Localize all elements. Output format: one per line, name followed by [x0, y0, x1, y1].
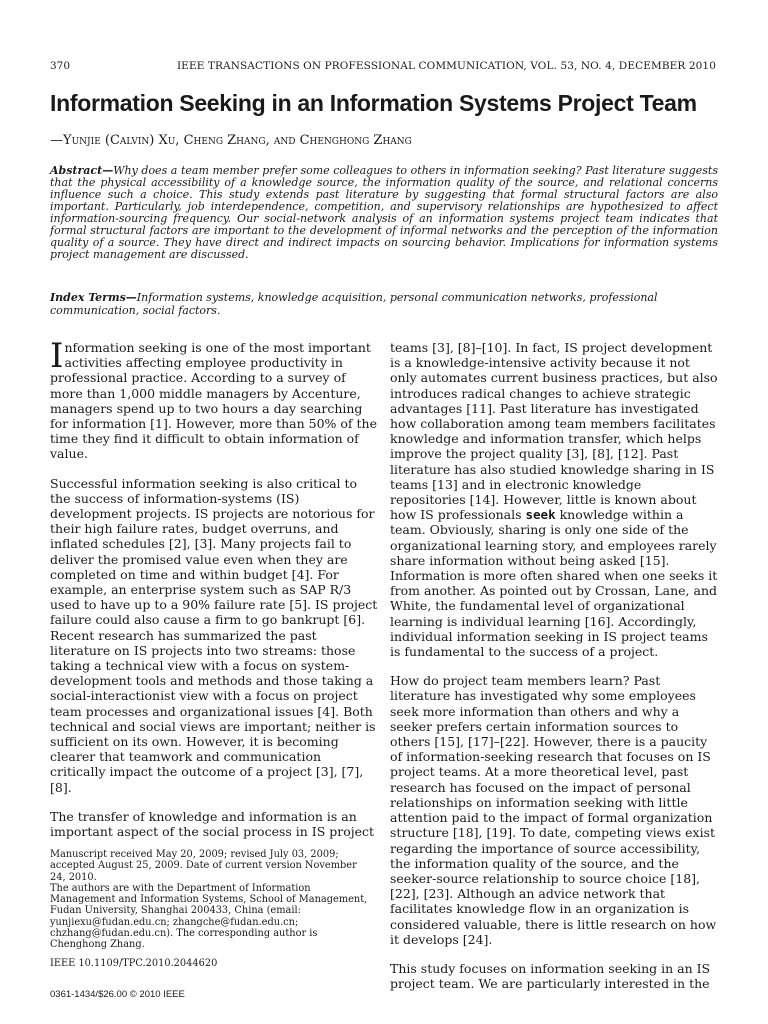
right-column	[390, 340, 720, 1005]
index-terms-text: Information systems, knowledge acquisition, personal communication networks, professional communication, social factors.	[50, 291, 658, 317]
drop-cap: I	[50, 336, 64, 376]
abstract	[50, 165, 718, 261]
left-paragraph-3: The transfer of knowledge and information is an important aspect of the social process in IS project	[50, 808, 375, 840]
left-paragraph-1-text: nformation seeking is one of the most important activities affecting employee productivity in professional practice. According to a survey of more than 1,000 middle managers by Accenture, managers spend up to two hours a day searching for information [1]. However, more than 50% of the time they find it difficult to obtain information of value.	[50, 340, 377, 462]
paper-title: Information Seeking in an Information Systems Project Team	[50, 90, 697, 116]
right-paragraph-1-start: teams [3], [8]–[10]. In fact, IS project development is a knowledge-intensive activity because it not only automates current business practices, but also introduces radical changes to achieve strategic advantages [11]. Past literature has investigated how collaboration among team members facilitates knowledge and information transfer, which helps improve the project quality [3], [8], [12]. Past literature has also studied knowledge sharing in IS teams [13] and in electronic knowledge repositories [14]. However, little is known about how IS professionals	[390, 340, 718, 523]
right-paragraph-1-end: knowledge within a team. Obviously, sharing is only one side of the organizational learning story, and employees rarely share information without being asked [15]. Information is more often shared when one seeks it from another. As pointed out by Crossan, Lane, and White, the fundamental level of organizational learning is individual learning [16]. Accordingly, individual information seeking in IS project teams is fundamental to the success of a project.	[390, 507, 718, 660]
index-terms	[50, 291, 718, 317]
running-header: IEEE TRANSACTIONS ON PROFESSIONAL COMMUNICATION, VOL. 53, NO. 4, DECEMBER 2010	[176, 60, 716, 72]
abstract-label: Abstract—	[50, 164, 114, 177]
left-column	[50, 336, 378, 853]
right-paragraph-3: This study focuses on information seeking in an IS project team. We are particularly interested in the	[390, 960, 711, 992]
abstract-text: Why does a team member prefer some colleagues to others in information seeking? Past literature suggests that the physical accessibility of a knowledge source, the information quality of the source, and relational concerns influence such a choice. This study extends past literature by suggesting that formal structural factors are also important. Particularly, job interdependence, competition, and supervisory relationships are hypothesized to affect information-sourcing frequency. Our social-network analysis of an information systems project team indicates that formal structural factors are important to the development of informal networks and the perception of the information quality of a source. They have direct and indirect impacts on sourcing behavior. Implications for information systems project management are discussed.	[50, 164, 718, 261]
right-paragraph-1	[390, 340, 720, 659]
issn-price: 0361-1434/$26.00 © 2010 IEEE	[50, 989, 185, 1000]
doi: IEEE 10.1109/TPC.2010.2044620	[50, 958, 218, 969]
index-terms-label: Index Terms—	[50, 291, 137, 304]
emphasis-seek: seek	[525, 507, 556, 523]
footnote	[50, 849, 370, 951]
left-paragraph-2: Successful information seeking is also critical to the success of information-systems (IS) development projects. IS projects are notorious for their high failure rates, budget overruns, and inflated schedules [2], [3]. Many projects fail to deliver the promised value even when they are completed on time and within budget [4]. For example, an enterprise system such as SAP R/3 used to have up to a 90% failure rate [5]. IS project failure could also cause a firm to go bankrupt [6]. Recent research has summarized the past literature on IS projects into two streams: those taking a technical view with a focus on system-development tools and methods and those taking a social-interactionist view with a focus on project team processes and organizational issues [4]. Both technical and social views are important; neither is sufficient on its own. However, it is becoming clearer that teamwork and communication critically impact the outcome of a project [3], [7], [8].	[50, 475, 378, 795]
author-line: —Yunjie (Calvin) Xu, Cheng Zhang, and Chenghong Zhang	[50, 133, 412, 148]
left-paragraph-1	[50, 336, 378, 462]
footnote-received: Manuscript received May 20, 2009; revised July 03, 2009; accepted August 25, 2009. Date of current version November 24, 2010.	[50, 849, 357, 883]
page-number: 370	[50, 60, 71, 72]
footnote-affiliation: The authors are with the Department of Information Management and Information Systems, School of Management, Fudan University, Shanghai 200433, China (email: yunjiexu@fudan.edu.cn; zhangche@fudan.edu.cn; chzhang@fudan.edu.cn). The corresponding author is Chenghong Zhang.	[50, 882, 368, 951]
right-paragraph-2: How do project team members learn? Past literature has investigated why some employees seek more information than others and why a seeker prefers certain information sources to others [15], [17]–[22]. However, there is a paucity of information-seeking research that focuses on IS project teams. At a more theoretical level, past research has focused on the impact of personal relationships on information seeking with little attention paid to the impact of formal organization structure [18], [19]. To date, competing views exist regarding the importance of source accessibility, the information quality of the source, and the seeker-source relationship to source choice [18], [22], [23]. Although an advice network that facilitates knowledge flow in an organization is considered valuable, there is little research on how it develops [24].	[390, 673, 717, 947]
